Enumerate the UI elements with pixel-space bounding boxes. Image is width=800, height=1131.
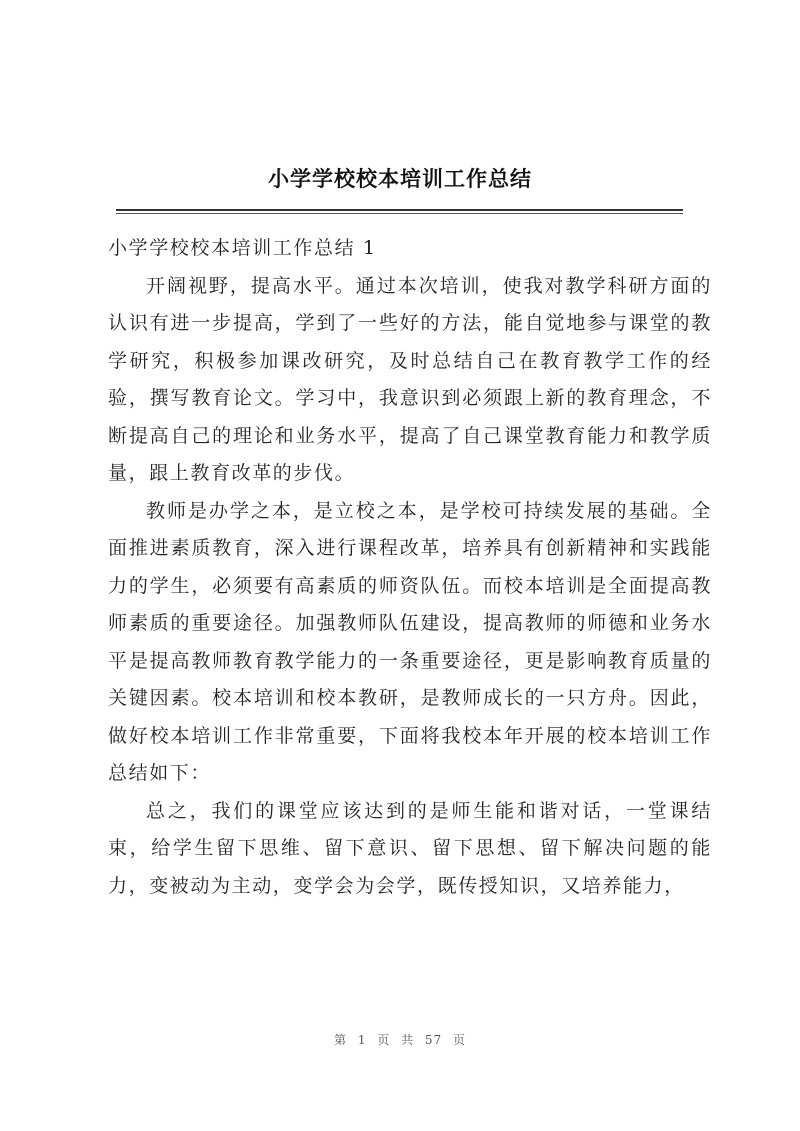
body-paragraph: 总之，我们的课堂应该达到的是师生能和谐对话，一堂课结束，给学生留下思维、留下意识、留下思想、留下解决问题的能力，变被动为主动，变学会为会学，既传授知识，又培养能力，: [108, 799, 712, 897]
title-divider: [116, 209, 683, 211]
document-body: [108, 230, 712, 905]
section-heading: 小学学校校本培训工作总结 1: [108, 237, 377, 259]
body-paragraph: 教师是办学之本，是立校之本，是学校可持续发展的基础。全面推进素质教育，深入进行课程改革，培养具有创新精神和实践能力的学生，必须要有高素质的师资队伍。而校本培训是全面提高教师素质的重要途径。加强教师队伍建设，提高教师的师德和业务水平是提高教师教育教学能力的一条重要途径，更是影响教育质量的关键因素。校本培训和校本教研，是教师成长的一只方舟。因此，做好校本培训工作非常重要，下面将我校本年开展的校本培训工作总结如下：: [108, 499, 712, 784]
body-paragraph: 开阔视野，提高水平。通过本次培训，使我对教学科研方面的认识有进一步提高，学到了一些好的方法，能自觉地参与课堂的教学研究，积极参加课改研究，及时总结自己在教育教学工作的经验，撰写教育论文。学习中，我意识到必须跟上新的教育理念，不断提高自己的理论和业务水平，提高了自己课堂教育能力和教学质量，跟上教育改革的步伐。: [108, 274, 712, 484]
page-number: 第 1 页 共 57 页: [334, 1033, 466, 1047]
page-title: 小学学校校本培训工作总结: [268, 166, 532, 191]
